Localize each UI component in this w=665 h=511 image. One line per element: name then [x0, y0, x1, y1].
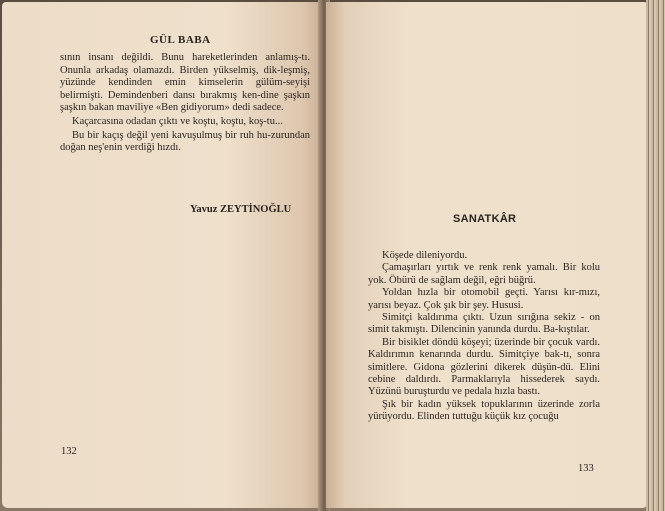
story-title: SANATKÂR — [453, 213, 517, 225]
paragraph: Bu bir kaçış değil yeni kavuşulmuş bir ruh hu-zurundan doğan neş'enin verdiği hızdı. — [60, 129, 310, 154]
page-number-left: 132 — [61, 446, 77, 457]
author-signature: Yavuz ZEYTİNOĞLU — [190, 204, 292, 215]
paragraph: Bir bisiklet döndü köşeyi; üzerinde bir çocuk vardı. Kaldırımın kenarında durdu. Simitçiye bak-tı, sonra simitlere. Gidona gözlerini dikerek düşün-dü. Elini cebine daldırdı. Parmaklarıyla hissederek saydı. Yüzünü buruşturdu ve pedala hızla bastı. — [368, 336, 600, 398]
paragraph: Çamaşırları yırtık ve renk renk yamalı. Bir kolu yok. Öbürü de sağlam değil, eğri büğrü. — [368, 262, 600, 286]
page-edges — [646, 0, 665, 511]
paragraph: Kaçarcasına odadan çıktı ve koştu, koştu, koş-tu... — [72, 115, 283, 127]
page-number-right: 133 — [578, 463, 594, 474]
paragraph: Şık bir kadın yüksek topuklarının üzerinde zorla yürüyordu. Elinden tuttuğu küçük kız çocuğu — [368, 398, 600, 423]
left-page-text — [60, 52, 310, 155]
paragraph: Köşede dileniyordu. — [382, 250, 468, 261]
running-head: GÜL BABA — [150, 34, 211, 46]
paragraph: Simitçi kaldırıma çıktı. Uzun sırığına sekiz - on simit takmıştı. Dilencinin yanında durdu. Ba-kıştılar. — [368, 312, 600, 336]
right-page-text — [368, 250, 600, 424]
paragraph: Yoldan hızla bir otomobil geçti. Yarısı kır-mızı, yarısı beyaz. Çok şık bir şey. Hususi. — [368, 287, 600, 311]
paragraph: sının insanı değildi. Bunu hareketlerinden anlamış-tı. Onunla arkadaş olamazdı. Birden yükselmiş, dik-leşmiş, yüzünde kendinden emin kimselerin gülüm-seyişi belirmişti. Demindenberi dansı bırakmış ken-dine şaşkın şaşkın bakan maviliye «Ben gidiyorum» dedi sadece. — [60, 52, 310, 114]
